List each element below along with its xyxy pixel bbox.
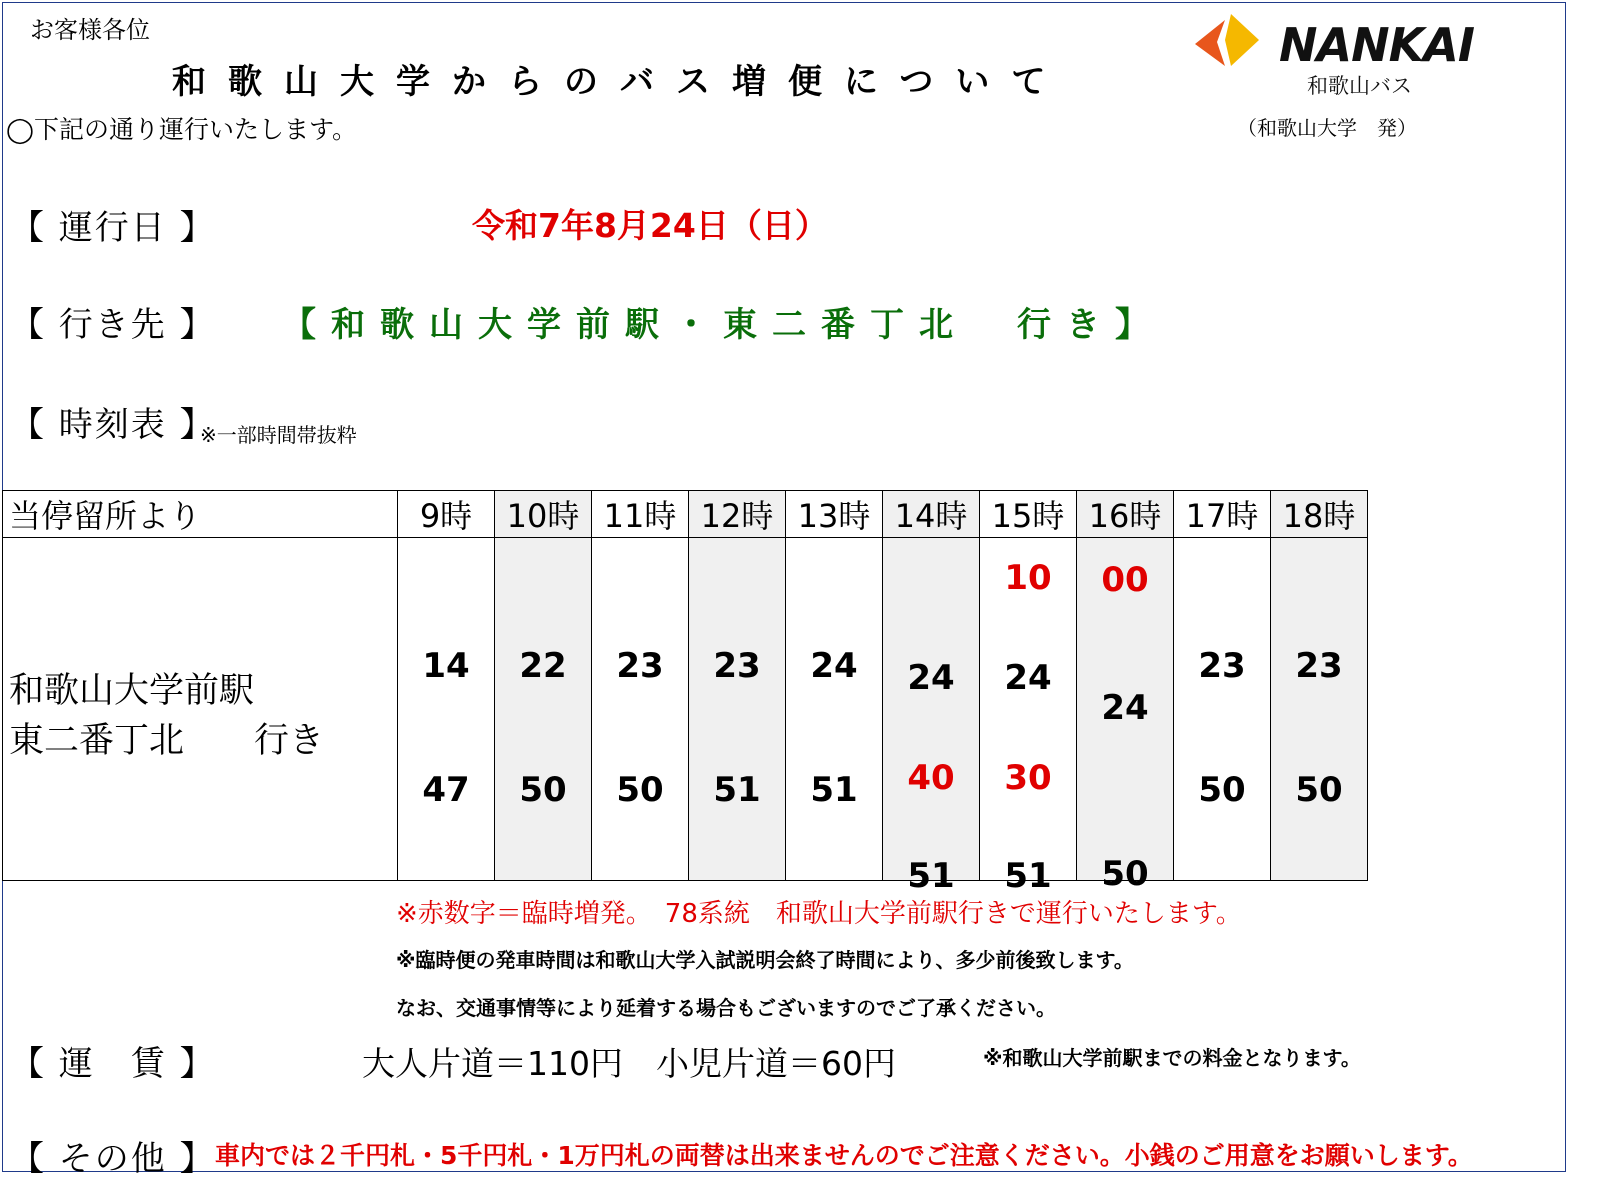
hour-header: 10時	[495, 491, 592, 538]
delay-note: なお、交通事情等により延着する場合もございますのでご了承ください。	[396, 996, 1056, 1020]
departure-minute: 51	[1004, 856, 1052, 896]
other-label: 【 その他 】	[10, 1139, 216, 1179]
hour-header: 14時	[883, 491, 980, 538]
departure-minute: 24	[1004, 658, 1052, 698]
minutes-cell	[1077, 538, 1174, 894]
minutes-cell	[689, 538, 786, 881]
fare-label: 【 運 賃 】	[10, 1044, 216, 1084]
stop-name-cell	[3, 538, 398, 881]
departure-minute: 23	[616, 646, 664, 686]
minutes-cell	[1271, 538, 1368, 881]
minutes-cell	[1174, 538, 1271, 881]
logo-text: NANKAI	[1279, 18, 1474, 72]
extra-service-note: ※赤数字＝臨時増発。 78系統 和歌山大学前駅行きで運行いたします。	[396, 899, 1242, 929]
minutes-cell	[980, 538, 1077, 896]
departure-minute: 23	[1198, 646, 1246, 686]
departure-minute: 51	[907, 856, 955, 896]
hour-header: 17時	[1174, 491, 1271, 538]
departure-minute: 50	[1101, 854, 1149, 894]
departure-minute: 51	[713, 770, 761, 810]
other-note: 車内では２千円札・5千円札・1万円札の両替は出来ませんのでご注意ください。小銭のご用意をお願いします。	[215, 1141, 1473, 1170]
departure-minute: 50	[616, 770, 664, 810]
service-date: 令和7年8月24日（日）	[472, 206, 828, 245]
stop-header: 当停留所より	[3, 491, 398, 538]
minutes-cell	[786, 538, 883, 881]
company-name: 和歌山バス	[1307, 74, 1412, 98]
fare-note: ※和歌山大学前駅までの料金となります。	[983, 1046, 1361, 1070]
departure-minute: 24	[907, 658, 955, 698]
intro-text: ◯下記の通り運行いたします。	[6, 115, 357, 144]
hour-header: 9時	[398, 491, 495, 538]
origin-note: （和歌山大学 発）	[1237, 116, 1417, 140]
departure-minute: 24	[810, 646, 858, 686]
page-title: 和歌山大学からのバス増便について	[172, 62, 1068, 102]
hour-header: 16時	[1077, 491, 1174, 538]
departure-minute: 10	[1004, 558, 1052, 598]
timetable	[2, 490, 1368, 896]
destination-label: 【 行き先 】	[10, 305, 216, 345]
timetable-header-row	[3, 491, 1368, 538]
departure-minute: 24	[1101, 688, 1149, 728]
departure-minute: 50	[1295, 770, 1343, 810]
timetable-note: ※一部時間帯抜粋	[200, 423, 357, 447]
service-date-label: 【 運行日 】	[10, 208, 216, 248]
minutes-cell	[592, 538, 689, 881]
hour-header: 18時	[1271, 491, 1368, 538]
hour-header: 15時	[980, 491, 1077, 538]
departure-minute: 23	[713, 646, 761, 686]
minutes-cell	[398, 538, 495, 881]
departure-minute: 23	[1295, 646, 1343, 686]
destination: 【和歌山大学前駅・東二番丁北 行き】	[282, 305, 1164, 345]
departure-minute: 51	[810, 770, 858, 810]
departure-minute: 14	[422, 646, 470, 686]
greeting: お客様各位	[30, 16, 150, 44]
departure-minute: 47	[422, 770, 470, 810]
departure-minute: 50	[519, 770, 567, 810]
hour-header: 12時	[689, 491, 786, 538]
minutes-cell	[883, 538, 980, 896]
timetable-label: 【 時刻表 】	[10, 405, 216, 445]
timing-note: ※臨時便の発車時間は和歌山大学入試説明会終了時間により、多少前後致します。	[396, 948, 1134, 972]
fare-value: 大人片道＝110円 小児片道＝60円	[362, 1044, 896, 1083]
departure-minute: 00	[1101, 560, 1149, 600]
departure-minute: 40	[907, 758, 955, 798]
nankai-diamond-icon	[1195, 14, 1265, 66]
stop-name-line2: 東二番丁北 行き	[9, 721, 325, 761]
departure-minute: 30	[1004, 758, 1052, 798]
hour-header: 11時	[592, 491, 689, 538]
stop-name-line1: 和歌山大学前駅	[9, 671, 255, 711]
departure-minute: 50	[1198, 770, 1246, 810]
hour-header: 13時	[786, 491, 883, 538]
timetable-body-row	[3, 538, 1368, 881]
nankai-logo	[1195, 12, 1474, 102]
minutes-cell	[495, 538, 592, 881]
departure-minute: 22	[519, 646, 567, 686]
